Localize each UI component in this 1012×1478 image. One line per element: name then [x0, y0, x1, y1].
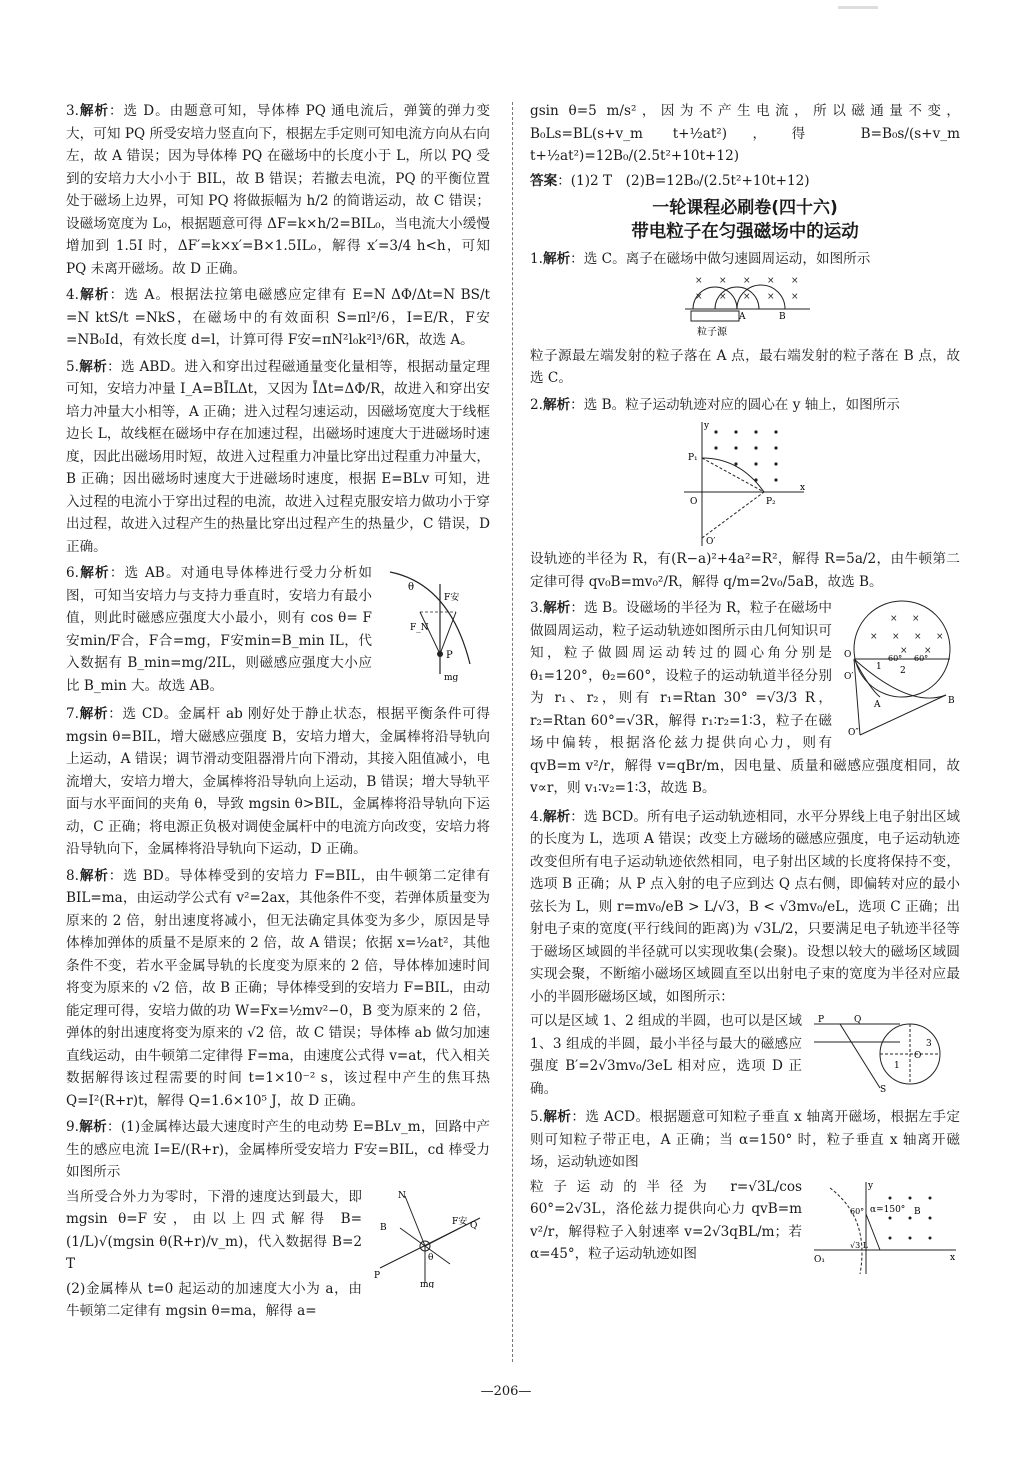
item-number: 4.: [530, 808, 543, 825]
item-number: 9.: [66, 1119, 79, 1135]
svg-text:F安: F安: [444, 593, 460, 603]
analysis-label: 解析: [542, 1109, 572, 1125]
svg-text:O: O: [690, 497, 698, 507]
svg-text:×: ×: [743, 275, 751, 286]
circular-field-figure: [840, 599, 960, 739]
svg-text:×: ×: [870, 632, 878, 642]
analysis-text: ：选 ABD。进入和穿出过程磁通量变化量相等，根据动量定理可知，安培力冲量 I_A=BĪLΔt，又因为 ĪΔt=ΔΦ/R，故进入和穿出安培力冲量大小相等，A 正确；进入过程匀速运动，因磁场宽度大于线框边长 L，故线框在磁场中存在加速过程，出磁场时速度大于进磁场时速度，因此出磁场用时短，故进入过程重力冲量比穿出过程重力冲量大，B 正确；因出磁场时速度大于进磁场时速度，根据 E=BLv 可知，进入过程的电流小于穿出过程的电流，故进入过程克服安培力做功小于穿出过程，故进入过程产生的热量比穿出过程产生的热量少，C 错误，D 正确。: [66, 358, 491, 555]
item-number: 6.: [66, 565, 79, 581]
analysis-label: 解析: [78, 867, 109, 884]
item-number: 5.: [530, 1109, 543, 1125]
column-divider: [512, 102, 513, 1362]
analysis-text: ：选 C。离子在磁场中做匀速圆周运动，如图所示: [570, 251, 871, 267]
svg-text:Q: Q: [854, 1015, 862, 1025]
answer-r2: [530, 394, 960, 594]
svg-text:1: 1: [876, 662, 882, 672]
analysis-label: 解析: [78, 706, 109, 722]
svg-text:O: O: [914, 1051, 922, 1061]
analysis-text: ：选 ACD。根据题意可知粒子垂直 x 轴离开磁场，根据左手定则可知粒子带正电，A 正确；当 α=150° 时，粒子垂直 x 轴离开磁场，运动轨迹如图: [530, 1109, 960, 1170]
page-number: —206—: [480, 1384, 532, 1399]
analysis-label: 解析: [542, 808, 571, 825]
analysis-text: ：选 D。由题意可知，导体棒 PQ 通电流后，弹簧的弹力变大，可知 PQ 所受安培力竖直向下，根据左手定则可知电流方向从右向左，故 A 错误；因为导体棒 PQ 在磁场中的长度小于 L，所以 PQ 受到的安培力大小小于 BIL，故 B 错误；若撤去电流，PQ 的平衡位置处于磁场上边界，可知 PQ 将做振幅为 h/2 的简谐运动，故 C 错误；设磁场宽度为 L₀，根据题意可得 ΔF=k×h/2=BIL₀，当电流大小缓慢增加到 1.5I 时，ΔF′=k×x′=B×1.5IL₀，解得 x′=3/4 h<h，可知 PQ 未离开磁场。故 D 正确。: [66, 103, 490, 277]
analysis-text: ：选 AB。对通电导体棒进行受力分析如图，可知当安培力与支持力垂直时，安培力有最小值，则此时磁感应强度大小最小，则有 cos θ= F安min/F合，F合=mg，F安min=B_min IL，代入数据有 B_min=mg/2IL，则磁感应强度大小应比 B_min 大。故选 AB。: [66, 565, 372, 694]
analysis-text: ：选 A。根据法拉第电磁感应定律有 E=N ΔΦ/Δt=N BS/t =N ktS/t =NkS，在磁场中的有效面积 S=πl²/6，I=E/R，F安=NB₀Id，有效长度 d=l，计算可得 F安=πN²l₀k²l³/6R，故选 A。: [66, 287, 491, 348]
svg-text:A: A: [874, 700, 881, 710]
svg-text:P: P: [374, 1270, 381, 1281]
figure-label: 粒子源: [697, 326, 727, 338]
item-number: 2.: [530, 396, 543, 413]
analysis-text: ：选 CD。金属杆 ab 刚好处于静止状态，根据平衡条件可得 mgsin θ=BIL，增大磁感应强度 B，安培力增大，金属棒将沿导轨向上运动，A 错误；调节滑动变阻器滑片向下滑动，其接入阻值减小，电流增大，安培力增大，金属棒将沿导轨向上运动，B 错误；增大导轨平面与水平面间的夹角 θ，导致 mgsin θ>BIL，金属棒将沿导轨向下运动，C 正确；将电源正负极对调使金属杆中的电流方向改变，安培力将沿导轨向下，金属棒将沿导轨向下运动，D 正确。: [66, 706, 491, 857]
analysis-label: 解析: [542, 396, 571, 413]
analysis-text: ：选 B。设磁场的半径为 R，粒子在磁场中做圆周运动，粒子运动轨迹如图所示由几何知识可知，粒子做圆周运动转过的圆心角分别是 θ₁=120°，θ₂=60°，设粒子的运动轨道半径分别为 r₁、r₂，则有 r₁=Rtan 30° =√3/3 R，r₂=Rtan 60°=√3R，解得 r₁∶r₂=1∶3，粒子在磁场中偏转，根据洛伦兹力提供向心力，则有 qvB=m v²/r，解得 v=qBr/m，因电量、质量和磁感应强度相同，故 v∝r，则 v₁∶v₂=1∶3，故选 B。: [530, 600, 960, 796]
answer-r1: [530, 248, 960, 390]
svg-text:×: ×: [791, 275, 799, 286]
svg-text:Q: Q: [470, 1220, 478, 1231]
svg-text:×: ×: [914, 632, 922, 642]
focusing-figure: [810, 1012, 960, 1092]
svg-text:×: ×: [924, 646, 932, 656]
svg-text:3: 3: [926, 1039, 932, 1049]
svg-text:O″: O″: [848, 728, 859, 738]
svg-text:θ: θ: [428, 1252, 434, 1263]
item-number: 8.: [66, 867, 79, 884]
svg-text:P₁: P₁: [688, 453, 698, 463]
svg-text:θ: θ: [408, 582, 415, 593]
svg-text:×: ×: [743, 291, 751, 302]
answer-text: ：(1)2 T (2)B=12B₀/(2.5t²+10t+12): [557, 172, 810, 189]
svg-text:O₁: O₁: [814, 1254, 825, 1265]
analysis-text: ：选 BCD。所有电子运动轨迹相同，水平分界线上电子射出区域的长度为 L，选项 A 错误；改变上方磁场的磁感应强度，电子运动轨迹改变但所有电子运动轨迹依然相同，电子射出区域的长度将保持不变，选项 B 正确；从 P 点入射的电子应到达 Q 点右侧，即偏转对应的最小弦长为 L，则 r=mv₀/eB > L/√3，B < √3mv₀/eL，选项 C 正确；出射电子束的宽度(平行线间的距离)为 √3L/2，只要满足电子轨迹半径等于磁场区域圆的半径就可以实现收集(会聚)。设想以较大的磁场区域圆实现会聚，不断缩小磁场区域圆直至以出射电子束的宽度为半径对应最小的半圆形磁场区域，如图所示：: [530, 808, 960, 1005]
analysis-label: 解析: [542, 600, 571, 616]
svg-text:O: O: [844, 650, 852, 660]
analysis-label: 解析: [78, 565, 110, 581]
svg-text:B: B: [380, 1222, 387, 1233]
analysis-text-part2: (2)金属棒从 t=0 起运动的加速度大小为 a，由牛顿第二定律有 mgsin θ=ma，解得 a=: [66, 1280, 362, 1319]
svg-text:y: y: [868, 1180, 874, 1191]
svg-text:×: ×: [892, 632, 900, 642]
item-number: 4.: [66, 287, 79, 303]
analysis-label: 解析: [78, 1119, 107, 1135]
svg-text:×: ×: [695, 275, 703, 286]
svg-text:O′: O′: [844, 672, 854, 682]
analysis-label: 解析: [78, 358, 108, 375]
svg-text:×: ×: [695, 291, 703, 302]
analysis-text-continued: 可以是区域 1、2 组成的半圆，也可以是区域 1、3 组成的半圆，最小半径与最大的磁感应强度 B′=2√3mv₀/3eL 相对应，选项 D 正确。: [530, 1013, 802, 1097]
particle-source-figure: [675, 273, 815, 343]
svg-text:S: S: [880, 1085, 887, 1092]
left-column: [66, 100, 490, 1329]
svg-text:B: B: [948, 696, 955, 706]
analysis-label: 解析: [78, 287, 110, 303]
svg-text:x: x: [950, 1252, 956, 1263]
svg-text:1: 1: [894, 1061, 900, 1071]
item-number: 1.: [530, 251, 543, 267]
answer-7: [66, 703, 490, 861]
svg-text:√3 L: √3 L: [850, 1240, 869, 1250]
svg-text:×: ×: [912, 614, 920, 624]
analysis-text: ：(1)金属棒达最大速度时产生的电动势 E=BLv_m，回路中产生的感应电流 I=E/(R+r)，金属棒所受安培力 F安=BIL，cd 棒受力如图所示: [66, 1119, 491, 1180]
item-number: 3.: [530, 600, 543, 616]
svg-text:P: P: [446, 650, 453, 661]
svg-text:×: ×: [936, 632, 944, 642]
svg-text:B: B: [779, 311, 786, 322]
section-subtitle: 带电粒子在匀强磁场中的运动: [631, 222, 859, 242]
right-column: [530, 100, 960, 1284]
answer-3: [66, 100, 490, 280]
trajectory-figure: [680, 418, 810, 546]
analysis-text: ：选 B。粒子运动轨迹对应的圆心在 y 轴上，如图所示: [570, 396, 900, 413]
svg-text:2: 2: [900, 666, 906, 676]
svg-text:×: ×: [767, 275, 775, 286]
answer-8: [66, 865, 490, 1113]
angle-trajectory-figure: [810, 1178, 960, 1278]
svg-text:60°: 60°: [914, 654, 929, 663]
svg-text:60°: 60°: [888, 654, 903, 663]
analysis-text: ：选 BD。导体棒受到的安培力 F=BIL，由牛顿第二定律有 BIL=ma，由运动学公式有 v²=2ax，其他条件不变，若弹体质量变为原来的 2 倍，射出速度将减小，但无法确定具体变为多少，原因是导体棒加弹体的质量不是原来的 2 倍，故 A 错误；依据 x=½at²，其他条件不变，若水平金属导轨的长度变为原来的 2 倍，导体棒加速时间将变为原来的 √2 倍，故 B 正确；导体棒受到的安培力 F=BIL，由动能定理可得，安培力做的功 W=Fx=½mv²−0，B 变为原来的 2 倍，弹体的射出速度将变为原来的 √2 倍，故 C 错误；导体棒 ab 做匀加速直线运动，由牛顿第二定律得 F=ma，由速度公式得 v=at，代入相关数据解得该过程需要的时间 t=1×10⁻² s，该过程中产生的焦耳热 Q=I²(R+r)t，解得 Q=1.6×10⁵ J，故 D 正确。: [66, 867, 490, 1109]
svg-text:P₂: P₂: [766, 497, 776, 507]
svg-text:O′: O′: [706, 537, 716, 546]
svg-text:×: ×: [890, 614, 898, 624]
force-diagram-figure: [380, 564, 490, 682]
svg-text:F_N: F_N: [410, 623, 429, 633]
svg-text:N: N: [398, 1190, 406, 1201]
section-title: 一轮课程必刷卷(四十六): [652, 198, 838, 218]
analysis-text-continued: 粒子运动的半径为 r=√3L/cos 60°=2√3L，洛伦兹力提供向心力 qvB=m v²/r，解得粒子入射速率 v=2√3qBL/m；若 α=45°，粒子运动轨迹如图: [530, 1178, 802, 1262]
answer-label: 答案: [530, 172, 558, 189]
analysis-text-continued: 当所受合外力为零时，下滑的速度达到最大，即 mgsin θ=F安，由以上四式解得 B= (1/L)√(mgsin θ(R+r)/v_m)，代入数据得 B=2 T: [66, 1188, 362, 1272]
item-number: 5.: [66, 358, 79, 375]
analysis-text-continued: 设轨迹的半径为 R，有(R−a)²+4a²=R²，解得 R=5a/2，由牛顿第二定律可得 qv₀B=mv₀²/R，解得 q/m=2v₀/5aB，故选 B。: [530, 551, 960, 590]
svg-text:P: P: [818, 1015, 825, 1025]
svg-text:α=150°: α=150°: [870, 1204, 906, 1215]
analysis-text-continued: 粒子源最左端发射的粒子落在 A 点，最右端发射的粒子落在 B 点，故选 C。: [530, 347, 960, 386]
answer-4: [66, 284, 490, 352]
svg-text:B: B: [914, 1206, 921, 1217]
svg-text:×: ×: [791, 291, 799, 302]
svg-text:mg: mg: [444, 673, 459, 682]
svg-text:F安: F安: [452, 1216, 468, 1227]
svg-text:60°: 60°: [850, 1206, 865, 1216]
incline-force-figure: [370, 1188, 490, 1288]
svg-text:×: ×: [767, 291, 775, 302]
answer-r5: [530, 1106, 960, 1280]
answer-r4: [530, 806, 960, 1103]
svg-text:x: x: [800, 483, 806, 493]
answer-line: [530, 170, 960, 193]
item-number: 7.: [66, 706, 79, 722]
svg-text:y: y: [704, 421, 710, 431]
top-mark: [838, 6, 878, 9]
answer-6: [66, 562, 490, 699]
svg-text:×: ×: [719, 275, 727, 286]
svg-text:mg: mg: [420, 1279, 435, 1288]
answer-5: [66, 356, 490, 559]
svg-text:×: ×: [719, 291, 727, 302]
svg-text:×: ×: [900, 646, 908, 656]
svg-text:A: A: [739, 311, 746, 322]
answer-r3: [530, 597, 960, 802]
analysis-label: 解析: [78, 103, 109, 119]
analysis-label: 解析: [542, 251, 571, 267]
item-number: 3.: [66, 103, 79, 119]
analysis-text-continued: gsin θ=5 m/s²，因为不产生电流，所以磁通量不变，B₀Ls=BL(s+v_m t+½at²)，得 B=B₀s/(s+v_m t+½at²)=12B₀/(2.5t²+10t+12): [530, 103, 960, 164]
answer-9: [66, 1116, 490, 1325]
